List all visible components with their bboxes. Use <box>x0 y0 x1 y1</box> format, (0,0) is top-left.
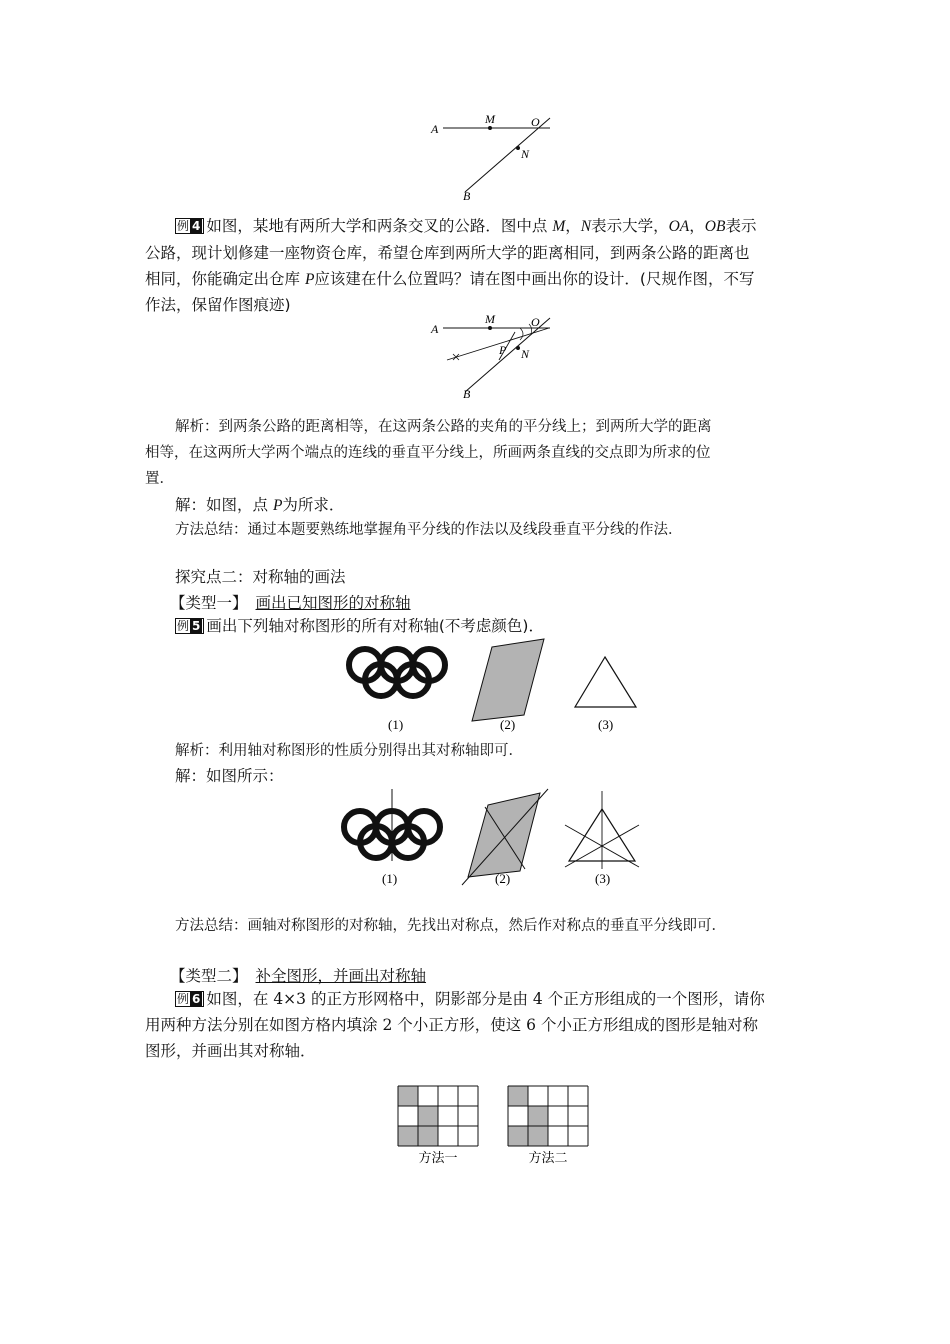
summary5: 方法总结：画轴对称图形的对称轴，先找出对称点，然后作对称点的垂直平分线即可． <box>175 918 726 934</box>
shaded-cell <box>528 1106 548 1126</box>
example-badge-5: 例 5 <box>175 618 204 634</box>
label-a: A <box>431 322 439 336</box>
grid-caption: 方法一 <box>418 1151 458 1166</box>
shaded-cell <box>418 1126 438 1146</box>
ex4-line1: 例 4 如图，某地有两所大学和两条交叉的公路．图中点 M，N表示大学，OA，OB表示 <box>177 217 757 235</box>
caption-3: (3) <box>595 871 611 886</box>
label-p: P <box>499 343 507 357</box>
section-title: 探究点二：对称轴的画法 <box>175 568 346 586</box>
example-badge-6: 例 6 <box>175 991 204 1007</box>
label-b: B <box>463 189 471 203</box>
caption-1: (1) <box>388 717 404 732</box>
type1-heading: 【类型一】 画出已知图形的对称轴 <box>170 594 411 612</box>
shaded-cell <box>508 1126 528 1146</box>
label-a: A <box>431 122 439 136</box>
analysis4-line1: 解析：到两条公路的距离相等，在这两条公路的夹角的平分线上；到两所大学的距离 <box>175 419 712 435</box>
label-o: O <box>531 115 540 129</box>
caption-2: (2) <box>500 717 516 732</box>
example-badge-4: 例 4 <box>175 218 204 234</box>
caption-2: (2) <box>495 871 511 886</box>
label-n: N <box>521 347 530 361</box>
analysis4-line3: 置． <box>145 471 174 487</box>
ex5-line: 例 5 画出下列轴对称图形的所有对称轴(不考虑颜色)． <box>177 617 544 635</box>
solution4: 解：如图，点 P为所求． <box>175 496 345 514</box>
shaded-cell <box>418 1106 438 1126</box>
ex6-line1: 例 6 如图，在 4×3 的正方形网格中，阴影部分是由 4 个正方形组成的一个图形，请你 <box>177 990 765 1008</box>
label-n: N <box>521 147 530 161</box>
grid-2 <box>508 1086 588 1166</box>
shaded-cell <box>528 1126 548 1146</box>
shaded-cell <box>398 1086 418 1106</box>
grid-caption: 方法二 <box>528 1151 568 1166</box>
shaded-cell <box>398 1126 418 1146</box>
figure-ex5 <box>340 635 650 735</box>
caption-1: (1) <box>382 871 398 886</box>
grid-1 <box>398 1086 478 1166</box>
caption-3: (3) <box>598 717 614 732</box>
triangle-shape <box>575 657 636 707</box>
type2-heading: 【类型二】 补全图形，并画出对称轴 <box>170 967 427 985</box>
label-b: B <box>463 387 471 401</box>
label-o: O <box>531 315 540 329</box>
summary4: 方法总结：通过本题要熟练地掌握角平分线的作法以及线段垂直平分线的作法． <box>175 522 683 538</box>
olympic-rings <box>349 649 445 696</box>
label-m: M <box>485 112 495 126</box>
analysis5-line1: 解析：利用轴对称图形的性质分别得出其对称轴即可． <box>175 743 523 759</box>
figure-angle-top <box>425 108 565 203</box>
ex6-line3: 图形，并画出其对称轴． <box>145 1042 316 1060</box>
ex4-line4: 作法，保留作图痕迹) <box>145 296 291 314</box>
rhombus-solved <box>468 793 540 877</box>
figure-angle-construction <box>425 310 565 405</box>
ex4-line2: 公路，现计划修建一座物资仓库，希望仓库到两所大学的距离相同，到两条公路的距离也 <box>145 244 750 262</box>
figure-grids <box>396 1085 596 1166</box>
shaded-cell <box>508 1086 528 1106</box>
label-m: M <box>485 312 495 326</box>
solution5: 解：如图所示： <box>175 767 284 785</box>
analysis4-line2: 相等，在这两所大学两个端点的连线的垂直平分线上，所画两条直线的交点即为所求的位 <box>145 445 711 461</box>
ex6-line2: 用两种方法分别在如图方格内填涂 2 个小正方形，使这 6 个小正方形组成的图形是轴对称 <box>145 1016 758 1034</box>
rhombus-shape <box>472 639 544 721</box>
figure-sol5 <box>340 785 650 895</box>
ex4-line3: 相同，你能确定出仓库 P应该建在什么位置吗？请在图中画出你的设计．(尺规作图，不写 <box>145 270 755 288</box>
